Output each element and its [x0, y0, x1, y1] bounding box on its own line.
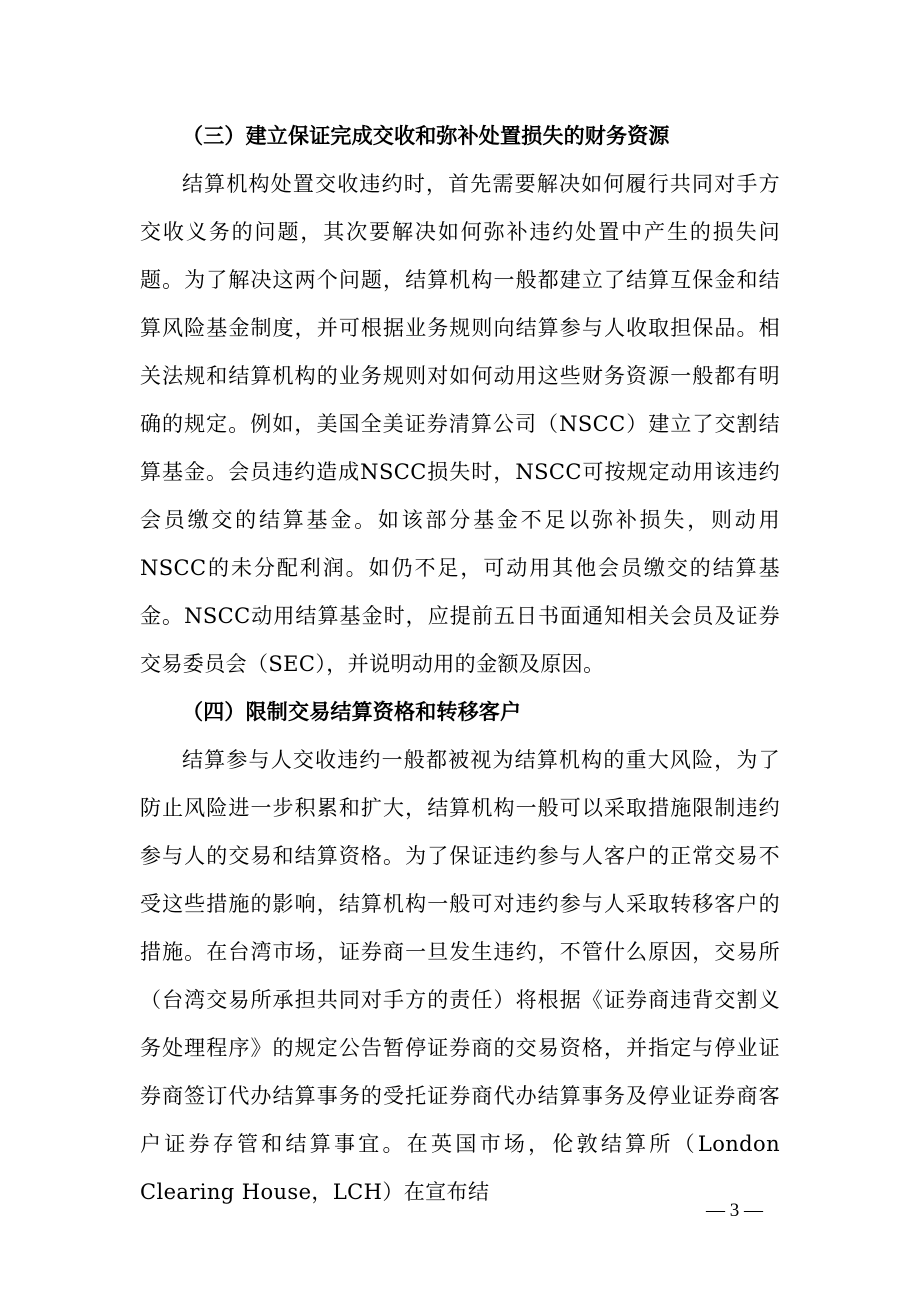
page-number: — 3 — [706, 1200, 763, 1221]
paragraph-restrict-transfer: 结算参与人交收违约一般都被视为结算机构的重大风险，为了防止风险进一步积累和扩大，结算机构一般可以采取措施限制违约参与人的交易和结算资格。为了保证违约参与人客户的正常交易不受这些措施的影响，结算机构一般可对违约参与人采取转移客户的措施。在台湾市场，证券商一旦发生违约，不管什么原因，交易所（台湾交易所承担共同对手方的责任）将根据《证券商违背交割义务处理程序》的规定公告暂停证券商的交易资格，并指定与停业证券商签订代办结算事务的受托证券商代办结算事务及停业证券商客户证券存管和结算事宜。在英国市场，伦敦结算所（London Clearing House，LCH）在宣布结 [140, 748, 780, 1204]
paragraph-financial-resources: 结算机构处置交收违约时，首先需要解决如何履行共同对手方交收义务的问题，其次要解决如何弥补违约处置中产生的损失问题。为了解决这两个问题，结算机构一般都建立了结算互保金和结算风险基金制度，并可根据业务规则向结算参与人收取担保品。相关法规和结算机构的业务规则对如何动用这些财务资源一般都有明确的规定。例如，美国全美证券清算公司（NSCC）建立了交割结算基金。会员违约造成NSCC损失时，NSCC可按规定动用该违约会员缴交的结算基金。如该部分基金不足以弥补损失，则动用NSCC的未分配利润。如仍不足，可动用其他会员缴交的结算基金。NSCC动用结算基金时，应提前五日书面通知相关会员及证券交易委员会（SEC），并说明动用的金额及原因。 [140, 172, 780, 676]
section-heading-3: （三）建立保证完成交收和弥补处置损失的财务资源 [182, 123, 670, 148]
section-heading-4: （四）限制交易结算资格和转移客户 [182, 699, 522, 724]
document-body [140, 112, 780, 1216]
